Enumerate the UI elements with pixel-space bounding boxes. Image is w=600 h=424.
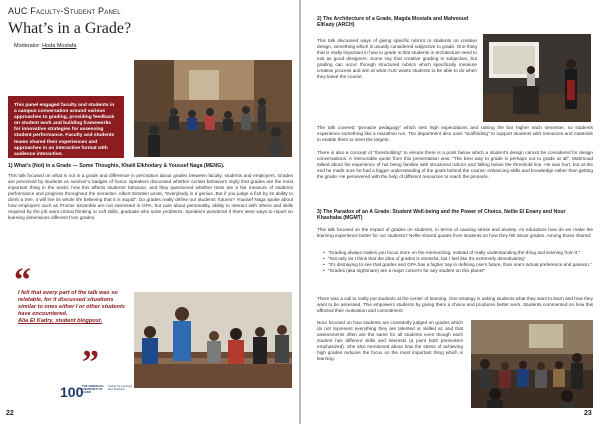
logo-100: 100 [60,384,84,400]
section3-heading: 3) The Paradox of an A Grade: Student Well-being and the Power of Choice, Nellie El Enany and Nour Khashaba (MGMT) [317,209,566,221]
section2-p3: There is also a concept of “thresholding” to ensure there is a point below which a student’s design cannot be considered for design conversations. A memorable quote from this presentation was: “The best way to grade is perhaps not to grade at all”. Mahmoud talked about his experience of not being familiar with structured rubrics and falling below the threshold line. He was hurt, but at the end he made sure he had a bigger understanding of the goals behind the course; enhancing skills and knowledge rather than getting the grade. He persevered with the help of different resources to reach the pinnacle. [317,150,593,180]
architecture-talk-photo [483,34,591,122]
moderator-line [14,43,76,49]
moderator-name: Hoda Mostafa [42,43,77,49]
student-quote-item: • “Grades (aka nightmare) are a major concern for any student on this planet” [323,268,593,274]
logo-center-name: Center for Learning and Teaching [108,384,133,392]
section3-quotes [317,250,593,278]
section3-p1: This talk focused on the impact of grades on students, in terms of causing stress and anxiety. As educators how do we make the learning experience better for our students? Nellie shared quotes from students on how they felt about grades. Among those shared: [317,227,593,239]
moderator-label: Moderator: [14,43,41,49]
auc-centennial-logo [60,383,135,405]
pull-quote-text: I felt that every part of the talk was so relatable, for it discussed situations similar to ones either I or other students have encountered. [18,290,125,317]
left-page [0,0,299,424]
page-number-right: 23 [584,410,592,417]
section1-heading: 1) What’s (Not) in a Grade — Some Thoughts, Khalil Elkhodary & Youssef Naga (MENG). [8,163,225,169]
panel-header: AUC Faculty-Student Panel [8,6,121,16]
right-page [301,0,600,424]
panel-audience-photo [134,60,292,157]
pull-quote-attribution: Alia El Kadry, student blogpost. [18,318,103,324]
section3-p3: Nour focused on how students are constantly judged on grades which do not represent everything they are talented or skilled at, and that assessments often are the same for all students even though each student has different skills and interests (a point both presenters emphasized). She also mentioned about how the stress of achieving high grades reduces the focus on the most important thing which is learning. [317,320,463,362]
section2-p1: This talk discussed ways of giving specific rubrics to students on creative design, something which is usually considered subjective to grade. One thing that is really important in how to grade is that students in architecture need to exit as good designers. Some say that creative grading is subjective, but grading can occur through structured rubrics which specifically measure creative process and aim at what AUC wants students to be able to do when they leave the course. [317,38,477,80]
section2-p2: The talk covered “pinnacle pedagogy” which sets high expectations and raising the bar higher each semester, so students experience something like a marathon run. The department also uses “scaffolding” to support students with resources and materials to enable them to meet the targets. [317,125,593,143]
pull-quote [18,290,126,325]
student-quote-item: • “It’s dismaying to see that grades and GPA has a higher say in defining one’s future, than one’s actual preference and passion.” [323,262,593,268]
section1-body: This talk focused on what is not in a grade and difference in perception about grades between faculty, students and employers. Grades are perceived by students as survivor’s badges of honor. Speakers discussed whether certain behaviors imply that grades are the most important thing in the world, how this affects students’ behavior, and they questioned whether tests are a fair measure of students performance and progress throughout the semester. Albert Einstein wrote, “Everybody is a genius. But if you judge a fish by its ability to climb a tree, it will live its whole life believing that it is stupid”. Do grades really define our students’ futures? Youssef Naga spoke about how employers such as Procter &Gamble are not interested in GPA, but care about personality, ability to interact with others and skills required by the job want critical thinking or soft skills, graduate who solve problems. Speakers wondered if there were ways to report on learning dimensions different from grades. [8,173,293,221]
section3-p2: There was a call to really put students at the center of learning. One strategy is asking students what they want to learn and how they want to be assessed. This empowers students by giving them a choice and produces better work. Students commented on how this affected their motivation and commitment [317,296,593,314]
open-quote-mark: “ [14,262,31,299]
page-number-left: 22 [6,410,14,417]
student-quote-item: • “Grading always makes you focus more on the memorizing, instead of really understanding the thing and learning from it.” [323,250,593,256]
page-title: What’s in a Grade? [8,20,132,37]
panelists-photo [134,292,292,388]
close-quote-mark: ” [82,344,99,381]
student-quote-item: • “Not only do I think that the idea of grades is stressful, but I feel like it’s extremely demotivating” [323,256,593,262]
intro-box: This panel engaged faculty and students in a campus conversation around various approaches to grading, providing feedback on student work and building frameworks for innovative strategies for assessing student performance. Faculty and students teams shared their experiences and approaches in an interactive format with audience interaction. [8,96,124,158]
section2-heading: 2) The Architecture of a Grade, Magda Mostafa and Mahmoud ElKady (ARCH) [317,16,469,28]
student-quote-list [317,250,593,274]
audience-photo [471,320,593,408]
logo-university-name: THE AMERICAN UNIVERSITY IN CAIRO [82,384,104,395]
